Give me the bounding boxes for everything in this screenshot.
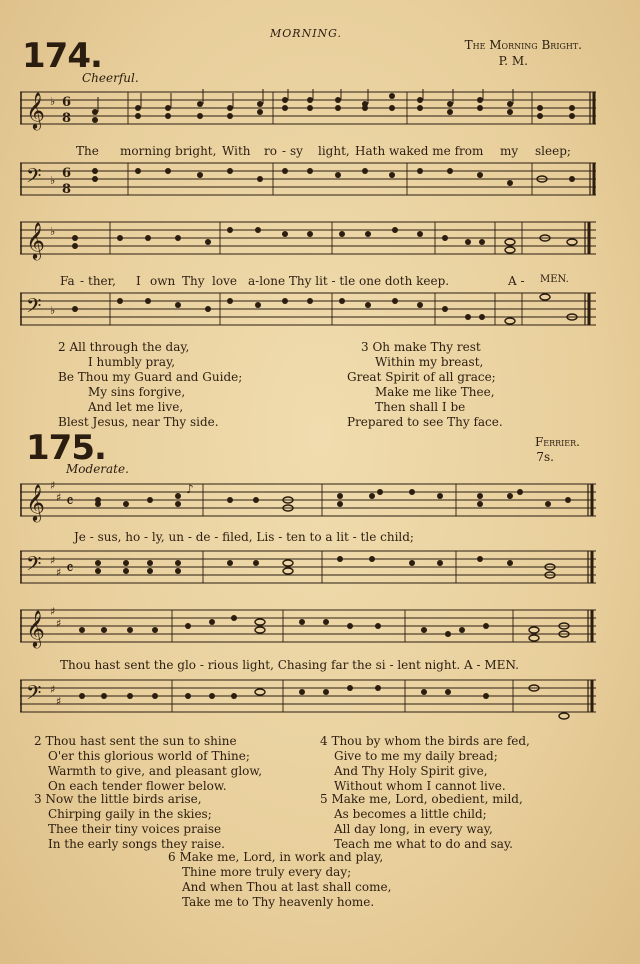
music-notation <box>20 160 596 200</box>
lyrics-line: Thou hast sent the glo - rious light, Chasing far the si - lent night. A - MEN. <box>60 658 519 672</box>
lyrics-syllable: my <box>500 144 519 158</box>
verse-line: Thine more truly every day; <box>182 865 352 879</box>
svg-text:♯: ♯ <box>56 617 62 630</box>
music-notation <box>20 677 596 721</box>
music-notation <box>20 89 596 131</box>
verse-line: On each tender flower below. <box>48 779 227 793</box>
svg-text:♯: ♯ <box>50 481 56 492</box>
treble-staff <box>20 89 596 131</box>
svg-text:♯: ♯ <box>50 554 56 567</box>
svg-text:♯: ♯ <box>56 695 62 708</box>
verse-block <box>168 850 391 910</box>
verse-line: And when Thou at last shall come, <box>182 880 392 894</box>
tune-name: The Morning Bright. <box>464 38 582 52</box>
verse-block <box>34 792 225 852</box>
lyrics-syllable: light, <box>318 144 350 158</box>
verse-line: Then shall I be <box>375 400 466 414</box>
verse-line: I humbly pray, <box>88 355 176 369</box>
verse-block <box>320 734 530 794</box>
verse-line: Blest Jesus, near Thy side. <box>58 415 219 429</box>
svg-text:♭: ♭ <box>50 174 56 187</box>
lyrics-syllable: Thy <box>182 274 205 288</box>
lyrics-syllable: sy <box>290 144 303 158</box>
verse-line: 2 Thou hast sent the sun to shine <box>34 734 237 748</box>
music-notation <box>20 548 596 588</box>
lyrics-syllable: a-lone Thy lit - tle one doth keep. <box>248 274 450 288</box>
lyrics-syllable: MEN. <box>540 274 569 285</box>
svg-text:♭: ♭ <box>50 95 56 108</box>
tempo-marking: Cheerful. <box>82 71 139 85</box>
lyrics-syllable: I <box>136 274 141 288</box>
hymn-number: 175. <box>26 428 106 468</box>
lyrics-syllable: Hath waked me from <box>355 144 484 158</box>
verse-line: 3 Now the little birds arise, <box>34 792 202 806</box>
lyrics-syllable: - <box>282 144 287 158</box>
music-notation <box>20 481 596 523</box>
verse-line: 3 Oh make Thy rest <box>361 340 481 354</box>
svg-text:6: 6 <box>62 95 72 110</box>
treble-clef-icon: 𝄞 <box>26 483 45 521</box>
meter: P. M. <box>498 54 528 68</box>
lyrics-syllable: sleep; <box>535 144 571 158</box>
verse-line: And Thy Holy Spirit give, <box>334 764 488 778</box>
verse-line: Within my breast, <box>375 355 484 369</box>
verse-block <box>320 792 523 852</box>
verse-block <box>34 734 262 794</box>
bass-clef-icon: 𝄢 <box>26 164 42 192</box>
verse-line: Give to me my daily bread; <box>334 749 498 763</box>
verse-line: My sins forgive, <box>88 385 186 399</box>
svg-text:♯: ♯ <box>50 607 56 618</box>
lyrics-syllable: Fa <box>60 274 75 288</box>
running-head: MORNING. <box>270 27 343 40</box>
verse-line: 6 Make me, Lord, in work and play, <box>168 850 384 864</box>
bass-staff <box>20 290 596 330</box>
verse-line: 5 Make me, Lord, obedient, mild, <box>320 792 523 806</box>
lyrics-syllable: - <box>80 274 85 288</box>
verse-line: 2 All through the day, <box>58 340 190 354</box>
verse-line: And let me live, <box>88 400 184 414</box>
verse-line: Prepared to see Thy face. <box>347 415 503 429</box>
verse-line: All day long, in every way, <box>334 822 493 836</box>
verse-line: Warmth to give, and pleasant glow, <box>48 764 263 778</box>
treble-clef-icon: 𝄞 <box>26 221 45 259</box>
treble-staff <box>20 607 596 649</box>
bass-clef-icon: 𝄢 <box>26 681 42 709</box>
tempo-marking: Moderate. <box>66 462 129 476</box>
bass-clef-icon: 𝄢 <box>26 294 42 322</box>
svg-text:𝄴: 𝄴 <box>66 492 74 512</box>
lyrics-syllable: love <box>212 274 237 288</box>
svg-text:8: 8 <box>62 182 72 197</box>
bass-clef-icon: 𝄢 <box>26 552 42 580</box>
verse-line: Take me to Thy heavenly home. <box>182 895 375 909</box>
treble-staff <box>20 481 596 523</box>
lyrics-syllable: morning bright, <box>120 144 217 158</box>
svg-text:𝄴: 𝄴 <box>66 559 74 579</box>
treble-clef-icon: 𝄞 <box>26 91 45 129</box>
verse-block <box>58 340 242 430</box>
verse-line: In the early songs they raise. <box>48 837 225 851</box>
lyrics-line: The <box>76 144 99 158</box>
verse-line: Chirping gaily in the skies; <box>48 807 212 821</box>
treble-clef-icon: 𝄞 <box>26 609 45 647</box>
lyrics-syllable: With <box>222 144 251 158</box>
meter: 7s. <box>536 450 554 464</box>
music-notation <box>20 219 596 261</box>
music-notation <box>20 607 596 649</box>
verse-line: As becomes a little child; <box>334 807 487 821</box>
bass-staff <box>20 160 596 200</box>
hymn-number: 174. <box>22 36 102 76</box>
lyrics-line: Je - sus, ho - ly, un - de - filed, Lis - ten to a lit - tle child; <box>74 530 414 544</box>
svg-text:♯: ♯ <box>56 566 62 579</box>
treble-staff <box>20 219 596 261</box>
music-notation <box>20 290 596 330</box>
svg-text:♭: ♭ <box>50 304 56 317</box>
verse-line: 4 Thou by whom the birds are fed, <box>320 734 530 748</box>
verse-line: Teach me what to do and say. <box>334 837 513 851</box>
svg-text:6: 6 <box>62 166 72 181</box>
lyrics-syllable: own <box>150 274 176 288</box>
verse-line: Be Thou my Guard and Guide; <box>58 370 243 384</box>
svg-text:8: 8 <box>62 111 72 126</box>
verse-block <box>347 340 503 430</box>
verse-line: Make me like Thee, <box>375 385 495 399</box>
lyrics-syllable: A - <box>508 274 525 288</box>
lyrics-syllable: ro <box>264 144 277 158</box>
bass-staff <box>20 677 596 721</box>
verse-line: O'er this glorious world of Thine; <box>48 749 250 763</box>
bass-staff <box>20 548 596 588</box>
svg-text:♭: ♭ <box>50 225 56 238</box>
verse-line: Thee their tiny voices praise <box>48 822 222 836</box>
verse-line: Great Spirit of all grace; <box>347 370 496 384</box>
svg-text:♪: ♪ <box>186 482 194 496</box>
lyrics-syllable: ther, <box>88 274 116 288</box>
verse-line: Without whom I cannot live. <box>334 779 506 793</box>
svg-text:♯: ♯ <box>50 683 56 696</box>
tune-name: Ferrier. <box>534 435 580 449</box>
svg-text:♯: ♯ <box>56 491 62 504</box>
